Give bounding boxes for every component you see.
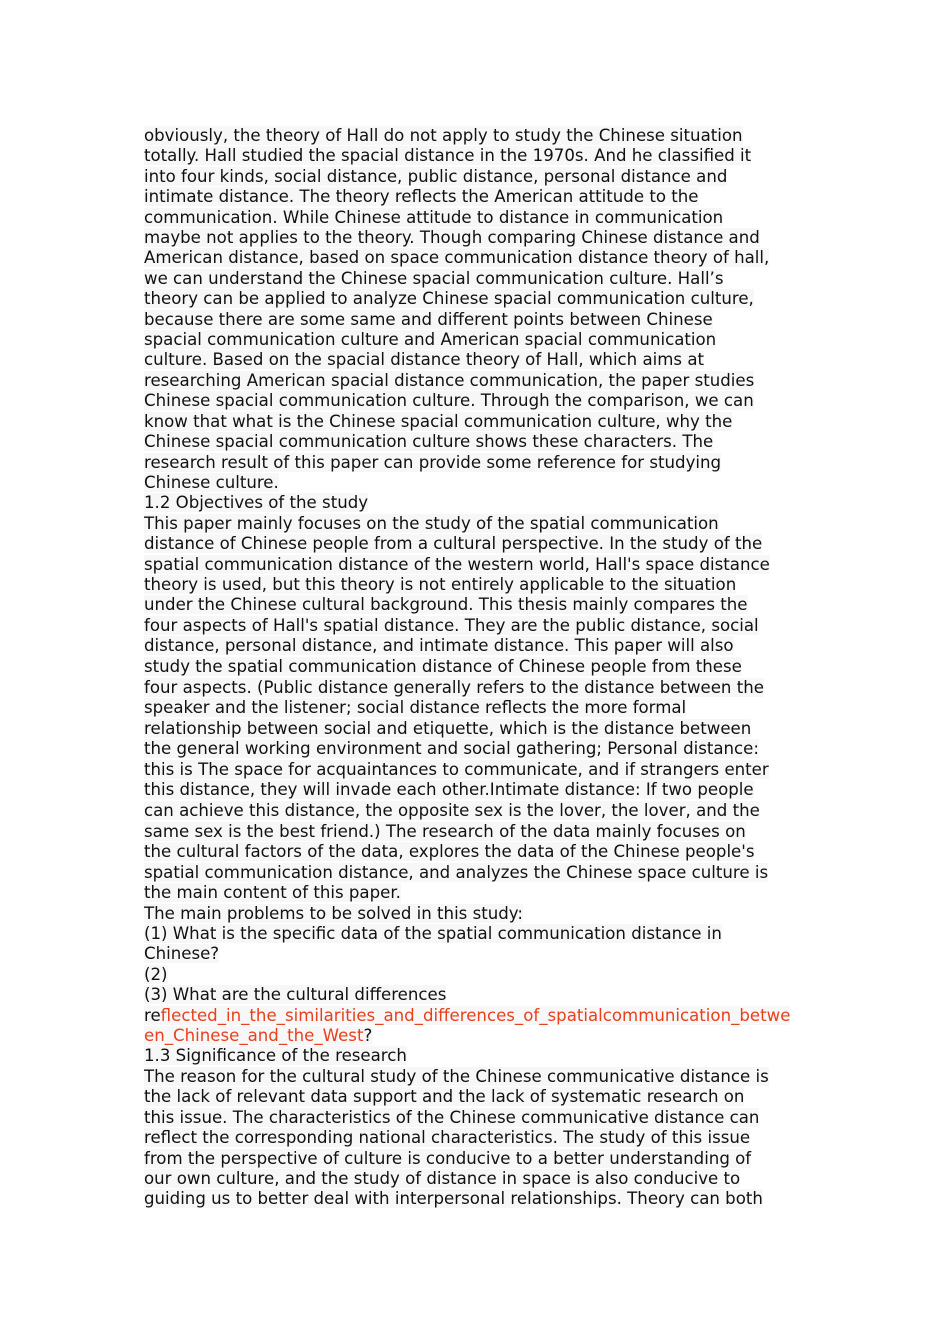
text-line: relationship between social and etiquette, which is the distance between — [144, 718, 752, 738]
problem-1: (1) What is the specific data of the spatial communication distance in — [144, 924, 722, 944]
problem-2: (2) — [144, 964, 168, 984]
text-line: Chinese spacial communication culture. Through the comparison, we can — [144, 391, 754, 411]
text-line: Chinese culture. — [144, 472, 279, 492]
text-line: researching American spacial distance communication, the paper studies — [144, 370, 755, 390]
text-line: because there are some same and different points between Chinese — [144, 309, 713, 329]
text-line: American distance, based on space communication distance theory of hall, — [144, 248, 770, 268]
text-line: can achieve this distance, the opposite sex is the lover, the lover, and the — [144, 800, 760, 820]
text-line: The reason for the cultural study of the Chinese communicative distance is — [144, 1066, 769, 1086]
problem-3-red-text-cont: en_Chinese_and_the_West — [144, 1026, 364, 1046]
heading-text: 1.2 Objectives of the study — [144, 493, 369, 513]
problem-3-red-text: flected_in_the_similarities_and_differences_of_spatialcommunication_betwe — [160, 1005, 791, 1025]
text-line: speaker and the listener; social distance reflects the more formal — [144, 698, 687, 718]
text-line: theory can be applied to analyze Chinese spacial communication culture, — [144, 289, 754, 309]
text-line: our own culture, and the study of distance in space is also conducive to — [144, 1168, 741, 1188]
text-line: theory is used, but this theory is not entirely applicable to the situation — [144, 574, 737, 594]
text-line: obviously, the theory of Hall do not apply to study the Chinese situation — [144, 126, 743, 145]
text-line: the lack of relevant data support and the lack of systematic research on — [144, 1087, 745, 1107]
text-line: the cultural factors of the data, explores the data of the Chinese people's — [144, 842, 755, 862]
text-line: guiding us to better deal with interpersonal relationships. Theory can both — [144, 1189, 763, 1209]
problem-1-cont: Chinese? — [144, 944, 220, 964]
problems-intro: The main problems to be solved in this study: — [144, 903, 524, 923]
text-line: the main content of this paper. — [144, 883, 401, 903]
text-line: the general working environment and social gathering; Personal distance: — [144, 739, 759, 759]
text-line: we can understand the Chinese spacial communication culture. Hall’s — [144, 268, 724, 288]
text-line: into four kinds, social distance, public distance, personal distance and — [144, 166, 728, 186]
problem-3-suffix: ? — [363, 1026, 373, 1046]
significance-paragraph — [144, 1067, 824, 1210]
text-line: distance of Chinese people from a cultural perspective. In the study of the — [144, 534, 763, 554]
document-page — [144, 126, 824, 1210]
problems-list — [144, 904, 824, 1047]
heading-text: 1.3 Significance of the research — [144, 1046, 407, 1066]
text-line: from the perspective of culture is conducive to a better understanding of — [144, 1148, 752, 1168]
text-line: maybe not applies to the theory. Though comparing Chinese distance and — [144, 228, 760, 248]
text-line: spatial communication distance of the western world, Hall's space distance — [144, 554, 770, 574]
text-line: culture. Based on the spacial distance theory of Hall, which aims at — [144, 350, 705, 370]
text-line: spacial communication culture and American spacial communication — [144, 330, 717, 350]
section-heading-significance — [144, 1046, 824, 1066]
text-line: this is The space for acquaintances to communicate, and if strangers enter — [144, 759, 769, 779]
problem-3: (3) What are the cultural differences — [144, 985, 447, 1005]
intro-paragraph — [144, 126, 824, 493]
text-line: Chinese spacial communication culture shows these characters. The — [144, 432, 714, 452]
text-line: research result of this paper can provide some reference for studying — [144, 452, 722, 472]
text-line: This paper mainly focuses on the study of the spatial communication — [144, 513, 719, 533]
text-line: this issue. The characteristics of the Chinese communicative distance can — [144, 1107, 760, 1127]
text-line: this distance, they will invade each other.Intimate distance: If two people — [144, 780, 754, 800]
objectives-paragraph — [144, 514, 824, 904]
text-line: spatial communication distance, and analyzes the Chinese space culture is — [144, 862, 769, 882]
text-line: distance, personal distance, and intimate distance. This paper will also — [144, 636, 734, 656]
text-line: know that what is the Chinese spacial communication culture, why the — [144, 411, 733, 431]
text-line: study the spatial communication distance of Chinese people from these — [144, 656, 742, 676]
text-line: communication. While Chinese attitude to distance in communication — [144, 207, 724, 227]
text-line: four aspects. (Public distance generally refers to the distance between the — [144, 677, 764, 697]
text-line: same sex is the best friend.) The research of the data mainly focuses on — [144, 821, 746, 841]
text-line: totally. Hall studied the spacial distance in the 1970s. And he classified it — [144, 146, 752, 166]
text-line: intimate distance. The theory reflects the American attitude to the — [144, 187, 699, 207]
section-heading-objectives — [144, 493, 824, 513]
text-line: four aspects of Hall's spatial distance. They are the public distance, social — [144, 615, 759, 635]
text-line: under the Chinese cultural background. This thesis mainly compares the — [144, 595, 748, 615]
problem-3-prefix: re — [144, 1005, 161, 1025]
text-line: reflect the corresponding national characteristics. The study of this issue — [144, 1128, 751, 1148]
